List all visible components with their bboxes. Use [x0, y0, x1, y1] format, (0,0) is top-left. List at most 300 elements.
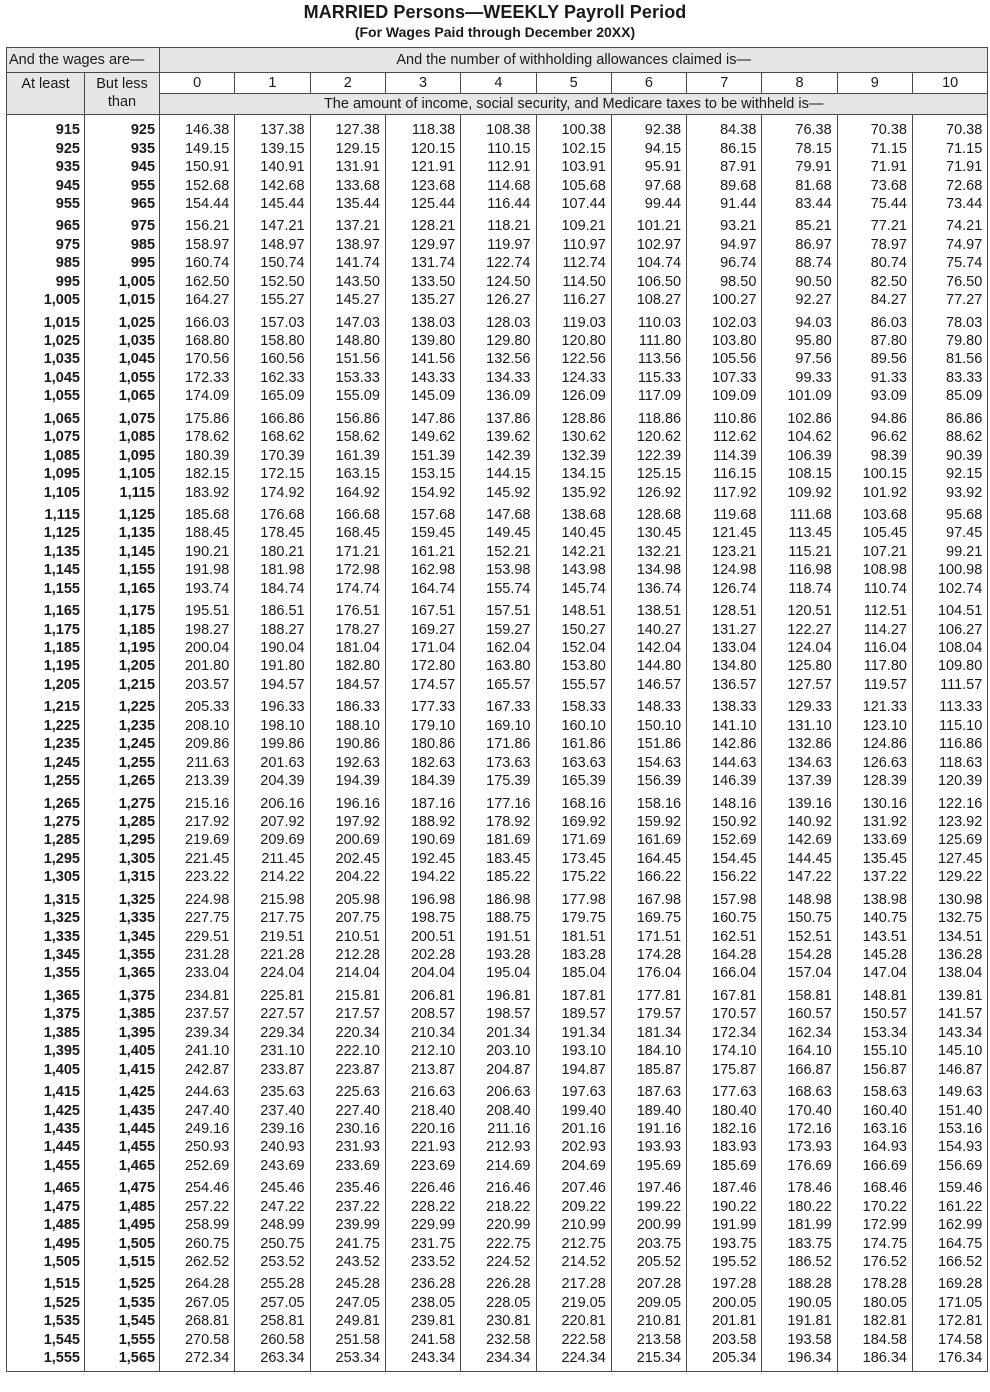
- withholding-amount-cell: 210.81: [611, 1312, 686, 1330]
- wage-at-least-cell: 1,515: [7, 1275, 85, 1293]
- withholding-amount-cell: 98.39: [837, 446, 912, 464]
- withholding-amount-cell: 172.33: [160, 369, 235, 387]
- withholding-amount-cell: 160.57: [762, 1005, 837, 1023]
- withholding-amount-cell: 137.22: [837, 868, 912, 890]
- withholding-amount-cell: 154.92: [385, 483, 460, 505]
- withholding-amount-cell: 109.80: [912, 657, 987, 675]
- withholding-amount-cell: 107.21: [837, 543, 912, 561]
- table-row: [7, 1179, 988, 1197]
- withholding-amount-cell: 124.86: [837, 735, 912, 753]
- wage-but-less-cell: 1,095: [85, 446, 160, 464]
- row-group: [7, 121, 988, 217]
- withholding-amount-cell: 108.38: [461, 121, 536, 139]
- withholding-amount-cell: 153.80: [536, 657, 611, 675]
- withholding-amount-cell: 81.56: [912, 350, 987, 368]
- withholding-amount-cell: 201.34: [461, 1024, 536, 1042]
- withholding-amount-cell: 127.38: [310, 121, 385, 139]
- withholding-amount-cell: 118.63: [912, 753, 987, 771]
- withholding-amount-cell: 190.05: [762, 1294, 837, 1312]
- wage-at-least-cell: 1,065: [7, 410, 85, 428]
- withholding-amount-cell: 200.99: [611, 1216, 686, 1234]
- withholding-amount-cell: 139.62: [461, 428, 536, 446]
- withholding-amount-cell: 87.91: [687, 158, 762, 176]
- table-row: [7, 868, 988, 890]
- table-row: [7, 332, 988, 350]
- withholding-amount-cell: 154.44: [160, 195, 235, 217]
- at-least-header: At least: [7, 73, 85, 115]
- withholding-amount-cell: 128.68: [611, 506, 686, 524]
- table-row: [7, 717, 988, 735]
- wage-but-less-cell: 1,485: [85, 1198, 160, 1216]
- withholding-amount-cell: 167.33: [461, 698, 536, 716]
- withholding-amount-cell: 118.21: [461, 217, 536, 235]
- table-row: [7, 1253, 988, 1275]
- withholding-amount-cell: 162.50: [160, 273, 235, 291]
- withholding-amount-cell: 76.50: [912, 273, 987, 291]
- withholding-amount-cell: 176.04: [611, 964, 686, 986]
- withholding-amount-cell: 227.40: [310, 1101, 385, 1119]
- withholding-amount-cell: 219.51: [235, 927, 310, 945]
- wage-at-least-cell: 1,155: [7, 580, 85, 602]
- wage-but-less-cell: 985: [85, 236, 160, 254]
- withholding-amount-cell: 175.22: [536, 868, 611, 890]
- withholding-amount-cell: 223.69: [385, 1157, 460, 1179]
- withholding-amount-cell: 189.40: [611, 1101, 686, 1119]
- withholding-amount-cell: 195.52: [687, 1253, 762, 1275]
- allowance-4-header: 4: [461, 73, 536, 94]
- withholding-amount-cell: 213.87: [385, 1060, 460, 1082]
- withholding-amount-cell: 237.22: [310, 1198, 385, 1216]
- withholding-amount-cell: 138.33: [687, 698, 762, 716]
- withholding-amount-cell: 112.62: [687, 428, 762, 446]
- withholding-amount-cell: 158.33: [536, 698, 611, 716]
- withholding-amount-cell: 160.75: [687, 909, 762, 927]
- withholding-amount-cell: 148.33: [611, 698, 686, 716]
- withholding-amount-cell: 140.27: [611, 620, 686, 638]
- withholding-amount-cell: 98.50: [687, 273, 762, 291]
- wage-at-least-cell: 1,345: [7, 946, 85, 964]
- withholding-amount-cell: 148.97: [235, 236, 310, 254]
- wage-at-least-cell: 1,095: [7, 465, 85, 483]
- page-title: MARRIED Persons—WEEKLY Payroll Period: [303, 2, 687, 22]
- withholding-amount-cell: 114.39: [687, 446, 762, 464]
- withholding-amount-cell: 124.04: [762, 639, 837, 657]
- withholding-amount-cell: 133.04: [687, 639, 762, 657]
- withholding-amount-cell: 156.39: [611, 772, 686, 794]
- table-row: [7, 831, 988, 849]
- withholding-amount-cell: 176.69: [762, 1157, 837, 1179]
- withholding-amount-cell: 152.68: [160, 176, 235, 194]
- withholding-amount-cell: 247.40: [160, 1101, 235, 1119]
- withholding-amount-cell: 164.92: [310, 483, 385, 505]
- withholding-amount-cell: 138.03: [385, 313, 460, 331]
- withholding-amount-cell: 130.45: [611, 524, 686, 542]
- withholding-amount-cell: 181.98: [235, 561, 310, 579]
- wage-at-least-cell: 1,205: [7, 676, 85, 698]
- withholding-amount-cell: 174.58: [912, 1331, 987, 1349]
- withholding-amount-cell: 160.40: [837, 1101, 912, 1119]
- table-row: [7, 410, 988, 428]
- withholding-amount-cell: 214.52: [536, 1253, 611, 1275]
- withholding-amount-cell: 137.86: [461, 410, 536, 428]
- table-row: [7, 946, 988, 964]
- withholding-amount-cell: 91.44: [687, 195, 762, 217]
- withholding-amount-cell: 168.62: [235, 428, 310, 446]
- withholding-amount-cell: 128.86: [536, 410, 611, 428]
- withholding-amount-cell: 188.27: [235, 620, 310, 638]
- withholding-amount-cell: 94.86: [837, 410, 912, 428]
- withholding-amount-cell: 204.39: [235, 772, 310, 794]
- withholding-amount-cell: 114.27: [837, 620, 912, 638]
- withholding-amount-cell: 111.68: [762, 506, 837, 524]
- withholding-amount-cell: 187.46: [687, 1179, 762, 1197]
- wage-at-least-cell: 1,035: [7, 350, 85, 368]
- row-group: [7, 1275, 988, 1372]
- withholding-amount-cell: 121.91: [385, 158, 460, 176]
- withholding-amount-cell: 137.21: [310, 217, 385, 235]
- withholding-amount-cell: 228.05: [461, 1294, 536, 1312]
- withholding-amount-cell: 174.74: [310, 580, 385, 602]
- withholding-amount-cell: 145.28: [837, 946, 912, 964]
- withholding-amount-cell: 214.04: [310, 964, 385, 986]
- withholding-amount-cell: 241.58: [385, 1331, 460, 1349]
- withholding-amount-cell: 160.74: [160, 254, 235, 272]
- withholding-amount-cell: 167.81: [687, 987, 762, 1005]
- withholding-amount-cell: 185.68: [160, 506, 235, 524]
- withholding-amount-cell: 171.69: [536, 831, 611, 849]
- withholding-amount-cell: 159.45: [385, 524, 460, 542]
- withholding-amount-cell: 104.51: [912, 602, 987, 620]
- wage-but-less-cell: 1,355: [85, 946, 160, 964]
- withholding-amount-cell: 170.56: [160, 350, 235, 368]
- withholding-amount-cell: 216.46: [461, 1179, 536, 1197]
- withholding-amount-cell: 205.52: [611, 1253, 686, 1275]
- wage-but-less-cell: 1,075: [85, 410, 160, 428]
- allowance-5-header: 5: [536, 73, 611, 94]
- withholding-amount-cell: 120.80: [536, 332, 611, 350]
- withholding-amount-cell: 198.57: [461, 1005, 536, 1023]
- wage-but-less-cell: 1,405: [85, 1042, 160, 1060]
- withholding-amount-cell: 117.92: [687, 483, 762, 505]
- withholding-amount-cell: 161.69: [611, 831, 686, 849]
- withholding-amount-cell: 83.44: [762, 195, 837, 217]
- withholding-amount-cell: 156.87: [837, 1060, 912, 1082]
- withholding-amount-cell: 214.69: [461, 1157, 536, 1179]
- withholding-amount-cell: 145.44: [235, 195, 310, 217]
- withholding-amount-cell: 180.40: [687, 1101, 762, 1119]
- withholding-amount-cell: 144.80: [611, 657, 686, 675]
- withholding-amount-cell: 181.51: [536, 927, 611, 945]
- wage-but-less-cell: 1,555: [85, 1331, 160, 1349]
- allowance-2-header: 2: [310, 73, 385, 94]
- withholding-amount-cell: 141.56: [385, 350, 460, 368]
- withholding-amount-cell: 81.68: [762, 176, 837, 194]
- withholding-amount-cell: 129.22: [912, 868, 987, 890]
- wage-at-least-cell: 1,405: [7, 1060, 85, 1082]
- row-group: [7, 987, 988, 1083]
- withholding-amount-cell: 249.81: [310, 1312, 385, 1330]
- withholding-amount-cell: 88.74: [762, 254, 837, 272]
- withholding-amount-cell: 209.69: [235, 831, 310, 849]
- withholding-amount-cell: 145.27: [310, 291, 385, 313]
- withholding-amount-cell: 125.80: [762, 657, 837, 675]
- withholding-amount-cell: 126.09: [536, 387, 611, 409]
- withholding-amount-cell: 150.91: [160, 158, 235, 176]
- withholding-amount-cell: 171.51: [611, 927, 686, 945]
- wage-at-least-cell: 935: [7, 158, 85, 176]
- wage-but-less-cell: 1,285: [85, 813, 160, 831]
- withholding-amount-cell: 215.98: [235, 891, 310, 909]
- withholding-amount-cell: 123.10: [837, 717, 912, 735]
- withholding-amount-cell: 122.56: [536, 350, 611, 368]
- withholding-amount-cell: 116.98: [762, 561, 837, 579]
- withholding-amount-cell: 113.33: [912, 698, 987, 716]
- withholding-amount-cell: 194.22: [385, 868, 460, 890]
- withholding-amount-cell: 174.28: [611, 946, 686, 964]
- withholding-amount-cell: 250.93: [160, 1138, 235, 1156]
- withholding-amount-cell: 200.51: [385, 927, 460, 945]
- withholding-amount-cell: 187.16: [385, 794, 460, 812]
- withholding-amount-cell: 155.27: [235, 291, 310, 313]
- withholding-amount-cell: 221.45: [160, 850, 235, 868]
- withholding-amount-cell: 166.68: [310, 506, 385, 524]
- table-row: [7, 313, 988, 331]
- withholding-amount-cell: 108.27: [611, 291, 686, 313]
- withholding-amount-cell: 152.21: [461, 543, 536, 561]
- withholding-amount-cell: 135.27: [385, 291, 460, 313]
- withholding-amount-cell: 158.63: [837, 1083, 912, 1101]
- withholding-amount-cell: 219.69: [160, 831, 235, 849]
- withholding-amount-cell: 156.86: [310, 410, 385, 428]
- table-row: [7, 236, 988, 254]
- wage-at-least-cell: 1,235: [7, 735, 85, 753]
- withholding-amount-cell: 140.91: [235, 158, 310, 176]
- withholding-amount-cell: 155.09: [310, 387, 385, 409]
- withholding-amount-cell: 215.34: [611, 1349, 686, 1372]
- withholding-amount-cell: 204.22: [310, 868, 385, 890]
- withholding-amount-cell: 205.33: [160, 698, 235, 716]
- withholding-amount-cell: 147.22: [762, 868, 837, 890]
- withholding-amount-cell: 229.51: [160, 927, 235, 945]
- withholding-amount-cell: 164.74: [385, 580, 460, 602]
- withholding-amount-cell: 113.45: [762, 524, 837, 542]
- wage-at-least-cell: 1,175: [7, 620, 85, 638]
- withholding-amount-cell: 100.38: [536, 121, 611, 139]
- withholding-amount-cell: 237.57: [160, 1005, 235, 1023]
- table-row: [7, 195, 988, 217]
- wage-but-less-cell: 1,375: [85, 987, 160, 1005]
- withholding-amount-cell: 186.51: [235, 602, 310, 620]
- withholding-amount-cell: 160.10: [536, 717, 611, 735]
- table-row: [7, 1120, 988, 1138]
- table-row: [7, 273, 988, 291]
- withholding-amount-cell: 220.34: [310, 1024, 385, 1042]
- withholding-amount-cell: 90.39: [912, 446, 987, 464]
- withholding-amount-cell: 208.40: [461, 1101, 536, 1119]
- table-row: [7, 772, 988, 794]
- withholding-amount-cell: 197.63: [536, 1083, 611, 1101]
- withholding-amount-cell: 195.04: [461, 964, 536, 986]
- wage-at-least-cell: 1,115: [7, 506, 85, 524]
- withholding-amount-cell: 224.04: [235, 964, 310, 986]
- withholding-amount-cell: 149.45: [461, 524, 536, 542]
- withholding-amount-cell: 220.81: [536, 1312, 611, 1330]
- wage-at-least-cell: 975: [7, 236, 85, 254]
- withholding-amount-cell: 193.75: [687, 1234, 762, 1252]
- withholding-amount-cell: 148.16: [687, 794, 762, 812]
- withholding-amount-cell: 163.80: [461, 657, 536, 675]
- withholding-amount-cell: 183.45: [461, 850, 536, 868]
- withholding-amount-cell: 156.21: [160, 217, 235, 235]
- withholding-amount-cell: 174.92: [235, 483, 310, 505]
- withholding-amount-cell: 153.15: [385, 465, 460, 483]
- withholding-amount-cell: 137.39: [762, 772, 837, 794]
- withholding-amount-cell: 190.86: [310, 735, 385, 753]
- withholding-amount-cell: 169.92: [536, 813, 611, 831]
- withholding-amount-cell: 119.68: [687, 506, 762, 524]
- withholding-amount-cell: 75.74: [912, 254, 987, 272]
- withholding-amount-cell: 154.45: [687, 850, 762, 868]
- withholding-amount-cell: 108.15: [762, 465, 837, 483]
- withholding-amount-cell: 104.62: [762, 428, 837, 446]
- withholding-amount-cell: 138.68: [536, 506, 611, 524]
- withholding-amount-cell: 193.74: [160, 580, 235, 602]
- withholding-amount-cell: 105.45: [837, 524, 912, 542]
- withholding-amount-cell: 258.99: [160, 1216, 235, 1234]
- withholding-amount-cell: 221.28: [235, 946, 310, 964]
- withholding-amount-cell: 147.04: [837, 964, 912, 986]
- withholding-amount-cell: 143.50: [310, 273, 385, 291]
- table-row: [7, 465, 988, 483]
- withholding-amount-cell: 207.28: [611, 1275, 686, 1293]
- withholding-amount-cell: 124.50: [461, 273, 536, 291]
- withholding-amount-cell: 231.75: [385, 1234, 460, 1252]
- withholding-amount-cell: 86.86: [912, 410, 987, 428]
- withholding-amount-cell: 93.21: [687, 217, 762, 235]
- withholding-amount-cell: 118.86: [611, 410, 686, 428]
- wage-at-least-cell: 915: [7, 121, 85, 139]
- withholding-amount-cell: 132.86: [762, 735, 837, 753]
- withholding-amount-cell: 73.68: [837, 176, 912, 194]
- withholding-amount-cell: 192.45: [385, 850, 460, 868]
- withholding-amount-cell: 116.86: [912, 735, 987, 753]
- withholding-amount-cell: 139.16: [762, 794, 837, 812]
- withholding-amount-cell: 129.80: [461, 332, 536, 350]
- withholding-amount-cell: 79.80: [912, 332, 987, 350]
- withholding-amount-cell: 102.03: [687, 313, 762, 331]
- wage-at-least-cell: 1,295: [7, 850, 85, 868]
- table-row: [7, 620, 988, 638]
- withholding-amount-cell: 171.04: [385, 639, 460, 657]
- wage-at-least-cell: 1,135: [7, 543, 85, 561]
- withholding-amount-cell: 135.45: [837, 850, 912, 868]
- withholding-amount-cell: 183.92: [160, 483, 235, 505]
- wage-but-less-cell: 1,005: [85, 273, 160, 291]
- wage-but-less-cell: 955: [85, 176, 160, 194]
- withholding-amount-cell: 203.10: [461, 1042, 536, 1060]
- withholding-amount-cell: 174.57: [385, 676, 460, 698]
- withholding-amount-cell: 248.99: [235, 1216, 310, 1234]
- withholding-amount-cell: 212.10: [385, 1042, 460, 1060]
- withholding-amount-cell: 177.63: [687, 1083, 762, 1101]
- table-row: [7, 139, 988, 157]
- withholding-amount-cell: 175.86: [160, 410, 235, 428]
- withholding-amount-cell: 219.05: [536, 1294, 611, 1312]
- withholding-amount-cell: 204.87: [461, 1060, 536, 1082]
- withholding-amount-cell: 125.15: [611, 465, 686, 483]
- withholding-amount-cell: 103.68: [837, 506, 912, 524]
- withholding-amount-cell: 241.75: [310, 1234, 385, 1252]
- table-row: [7, 1157, 988, 1179]
- withholding-amount-cell: 181.04: [310, 639, 385, 657]
- withholding-amount-cell: 191.16: [611, 1120, 686, 1138]
- withholding-amount-cell: 80.74: [837, 254, 912, 272]
- withholding-amount-cell: 182.80: [310, 657, 385, 675]
- withholding-amount-cell: 131.10: [762, 717, 837, 735]
- withholding-amount-cell: 207.75: [310, 909, 385, 927]
- withholding-amount-cell: 78.97: [837, 236, 912, 254]
- wage-at-least-cell: 1,475: [7, 1198, 85, 1216]
- table-row: [7, 639, 988, 657]
- withholding-amount-cell: 154.93: [912, 1138, 987, 1156]
- row-group: [7, 506, 988, 602]
- withholding-amount-cell: 99.33: [762, 369, 837, 387]
- withholding-amount-cell: 191.81: [762, 1312, 837, 1330]
- table-row: [7, 580, 988, 602]
- withholding-amount-cell: 176.51: [310, 602, 385, 620]
- wage-but-less-cell: 1,155: [85, 561, 160, 579]
- withholding-amount-cell: 72.68: [912, 176, 987, 194]
- withholding-amount-cell: 96.74: [687, 254, 762, 272]
- withholding-amount-cell: 85.09: [912, 387, 987, 409]
- wage-but-less-cell: 1,225: [85, 698, 160, 716]
- withholding-amount-cell: 145.74: [536, 580, 611, 602]
- wage-but-less-cell: 1,435: [85, 1101, 160, 1119]
- withholding-amount-cell: 200.05: [687, 1294, 762, 1312]
- wage-but-less-cell: 1,345: [85, 927, 160, 945]
- wage-at-least-cell: 1,225: [7, 717, 85, 735]
- withholding-amount-cell: 194.39: [310, 772, 385, 794]
- wage-but-less-cell: 1,245: [85, 735, 160, 753]
- wage-at-least-cell: 1,075: [7, 428, 85, 446]
- withholding-amount-cell: 204.04: [385, 964, 460, 986]
- withholding-amount-cell: 153.33: [310, 369, 385, 387]
- withholding-amount-cell: 101.09: [762, 387, 837, 409]
- withholding-amount-cell: 100.27: [687, 291, 762, 313]
- wage-at-least-cell: 1,525: [7, 1294, 85, 1312]
- withholding-amount-cell: 196.16: [310, 794, 385, 812]
- withholding-amount-cell: 136.74: [611, 580, 686, 602]
- withholding-amount-cell: 114.68: [461, 176, 536, 194]
- withholding-amount-cell: 217.57: [310, 1005, 385, 1023]
- withholding-amount-cell: 71.15: [912, 139, 987, 157]
- withholding-amount-cell: 190.21: [160, 543, 235, 561]
- withholding-amount-cell: 225.63: [310, 1083, 385, 1101]
- withholding-amount-cell: 174.75: [837, 1234, 912, 1252]
- withholding-amount-cell: 201.16: [536, 1120, 611, 1138]
- withholding-amount-cell: 158.81: [762, 987, 837, 1005]
- withholding-amount-cell: 161.22: [912, 1198, 987, 1216]
- withholding-amount-cell: 97.56: [762, 350, 837, 368]
- withholding-amount-cell: 115.33: [611, 369, 686, 387]
- table-row: [7, 850, 988, 868]
- withholding-amount-cell: 155.74: [461, 580, 536, 602]
- withholding-amount-cell: 174.09: [160, 387, 235, 409]
- withholding-amount-cell: 211.16: [461, 1120, 536, 1138]
- wage-at-least-cell: 1,185: [7, 639, 85, 657]
- withholding-amount-cell: 151.86: [611, 735, 686, 753]
- wage-at-least-cell: 1,465: [7, 1179, 85, 1197]
